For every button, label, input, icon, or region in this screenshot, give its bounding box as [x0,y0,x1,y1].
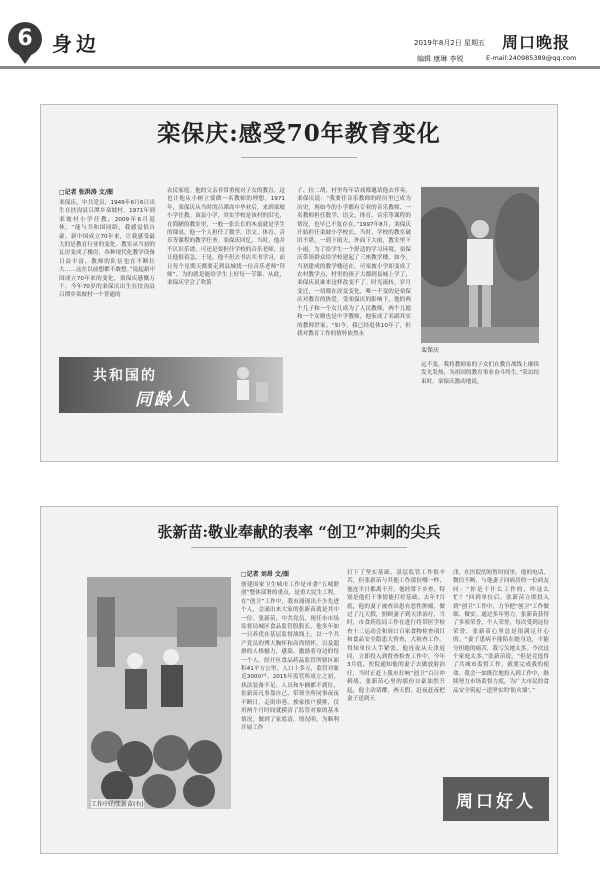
article-column-2: 打下了坚实基础。基层监管工作很辛苦，但张新苗与其他工作那份哪一样，他连平日都离不开。他经常下乡查，特别是他们干事情能打好基础。去年7月底，他的妻子被查出患有恶性肿瘤，做过了几天假，照顾妻子到天津治疗，当时，市食药监局工作在进行将带医学检查十二运动会和周口百家食物检查项目和食品安全隐患大督查，大检查工作。得知单位人手紧张，他连夜从天津返回，立即投入到督查检查工作中。今年3月底，医院通知他的妻子去做放射治疗，当时正赶上我市打响“创卫”百日冲刺战，张新苗心里的那份自豪油然升起，他主动请缨，两天假，赶夜赶夜把妻子送到天 [347,570,445,703]
article-column-3: 津，在医院的短暂时间里，他的电话、微信不断，与他妻子同病房的一位病友问：“你是干什么工作的，咋这么忙？”回到单位后，张新苗立即投入到“创卫”工作中，力争把“创卫”工作做细、做实。通过多年努力，张新苗获得了多项荣誉，个人荣誉，每次受到这份荣誉，张新苗心里总是很满足开心的。“妻子患病不能陪在她身边，不能分担她的痛苦，我亏欠她太多。今次这个家庭太多，”张新苗说，“但是竞选得了共城市监督工作，就要完成我的使命。我会一如既往地投入到工作中，继续努力市场监督力度，为广大市民的食品安全筑起一道坚实的‘防火墙’。” [453,570,549,694]
work-photo [87,577,231,809]
article-luan-baoqing [40,104,558,462]
headline-rule [241,157,357,158]
banner-line-1: 共和国的 [93,368,157,384]
article-headline: 张新苗:敬业奉献的表率 “创卫”冲刺的尖兵 [157,523,441,541]
article-byline: □记者 刘昂 文/图 [241,571,290,578]
editor-credit: 编辑 康琳 李锐 [417,55,464,63]
article-byline: □记者 张洪涛 文/图 [59,189,114,196]
article-headline: 栾保庆:感受70年教育变化 [157,120,441,147]
work-photo-caption: 工作中的张新苗(右) [91,801,144,808]
portrait-caption: 栾保庆 [421,347,440,354]
article-column-2: 农民家庭。他的父亲非常重视对子女的教育，这也让他从小树立要做一名教师的理想。1971年，栾保庆从当时的吕潭高中毕业后，来到栾坡小学任教。该县小学，其实学校是该村的旧宅，在简陋的教室里，一般一张长长的木桌就是学生的课桌。他一个人担任了数学、语文、体育、音乐等课程的教学任务。栾保庆回忆，当时，他并不认识乐谱，可还是要担任学校的音乐老师，这让他很着急。于是，他不但去书店买书学习，而且每个星期天都要走到县城找一位音乐老师“拜师”，为的就是能给学生上好每一节课。从此，栾保庆学会了吹笛 [167,188,285,287]
tongling-ren-banner [59,357,283,413]
banner-line-2: 同龄人 [135,390,192,410]
article-column-1: 创建国家卫生城市工作是市委“五城联创”整体部署的重点，是重大民生工程。在“创卫”工作中，我市涌现出不少先进个人，会涌出来大家的张新苗就是其中一位。张新苗，中共党员，现任市市场监督局城区食品监管股股长，他多年如一日养优在基层监督战线上，以一个共产党员的博大胸怀和高尚情怀，以及超群的人格魅力，感染、激励着身边的每一个人。经开区食品药品监管所辖区面积41平方公里，人口十多万，监管对象近3000户。2015年监管所成立之初，执法装备不足、人员和车辆都不到位，张新苗凡事靠自己，带领全所同事夜夜不断日，走街串巷，挨家挨户摸排，仅用两个月时间就摸清了监管对象的基本情况，做到了家底清，情况明，为顺利开展工作 [241,582,339,731]
paper-name: 周口晚报 [502,33,571,52]
editor-email: E-mail:240985389@qq.com [486,54,577,62]
good-people-banner [443,777,549,821]
headline-rule [191,547,407,548]
article-column-1: 栾保庆，中共党员，1949年6月6日出生在扶沟县吕潭乡栾坡村，1971年到栾坡村小学任教，2009年6月退休。“能与共和国同龄，我感觉很自豪。新中国成立70年来，让我感受最大的是教育行业的变化。教室从当初的瓦房变成了楼房，各种现代化教学设备日益丰富，教师的队伍也在不断壮大……这在以前想都不敢想。”说起新中国成立70年来的变化，栾保庆感慨万千。今年70岁的栾保庆出生在扶沟县吕潭乡栾坡村一个普通的 [59,200,155,299]
header-divider [0,66,600,69]
issue-date: 2019年8月2日 星期五 [414,39,485,47]
article-column-3: 子、拉二胡，村里每年话戏都邀请他去伴奏。栾保庆说：“我要任音乐教师的经历里已成为历史，现如今的小学都有专业的音乐教师、一名教师担任数学、语文、体育、音乐等课程的情况，也早已不复存在。”1997年8月，栾保庆开始担任栾坡小学校长。当时，学校的教室破旧不堪，一到下雨天，外面下大雨，教室里下小雨。为了给学生一个舒适的学习环境，栾保庆带领群众给学校建起了三座教学楼。如今，当初建成的教学楼还在，可栾坡小学却变成了农村教学点，村里的孩子大都到县城上学了，栾保庆说谁来这样改变不了。时光流转，岁月变迁，一切都在改变变化，唯一不变的是栾保庆对教育的热爱。受栾保庆的影响下，他的两个儿子和一个女儿成为了人民教师，两个儿媳和一个女婿也是中学教师，他家成了名副其实的教师世家。“如今，我已经退休10年了，但我对教育工作的情怀依然永 [297,188,411,337]
article-column-4: 远不变，我将教师家的子女们在教育战线上继续发光发热，为祖国的教育事业奋斗终生。”采访结束时，栾保庆激动地说。 [421,362,539,385]
good-people-banner-text: 周口好人 [456,792,536,812]
page-number-badge: 6 [8,22,42,56]
banner-figures [229,363,275,407]
article-zhang-xinmiao [40,506,558,854]
section-title: 身边 [52,32,100,56]
portrait-photo [421,187,539,343]
